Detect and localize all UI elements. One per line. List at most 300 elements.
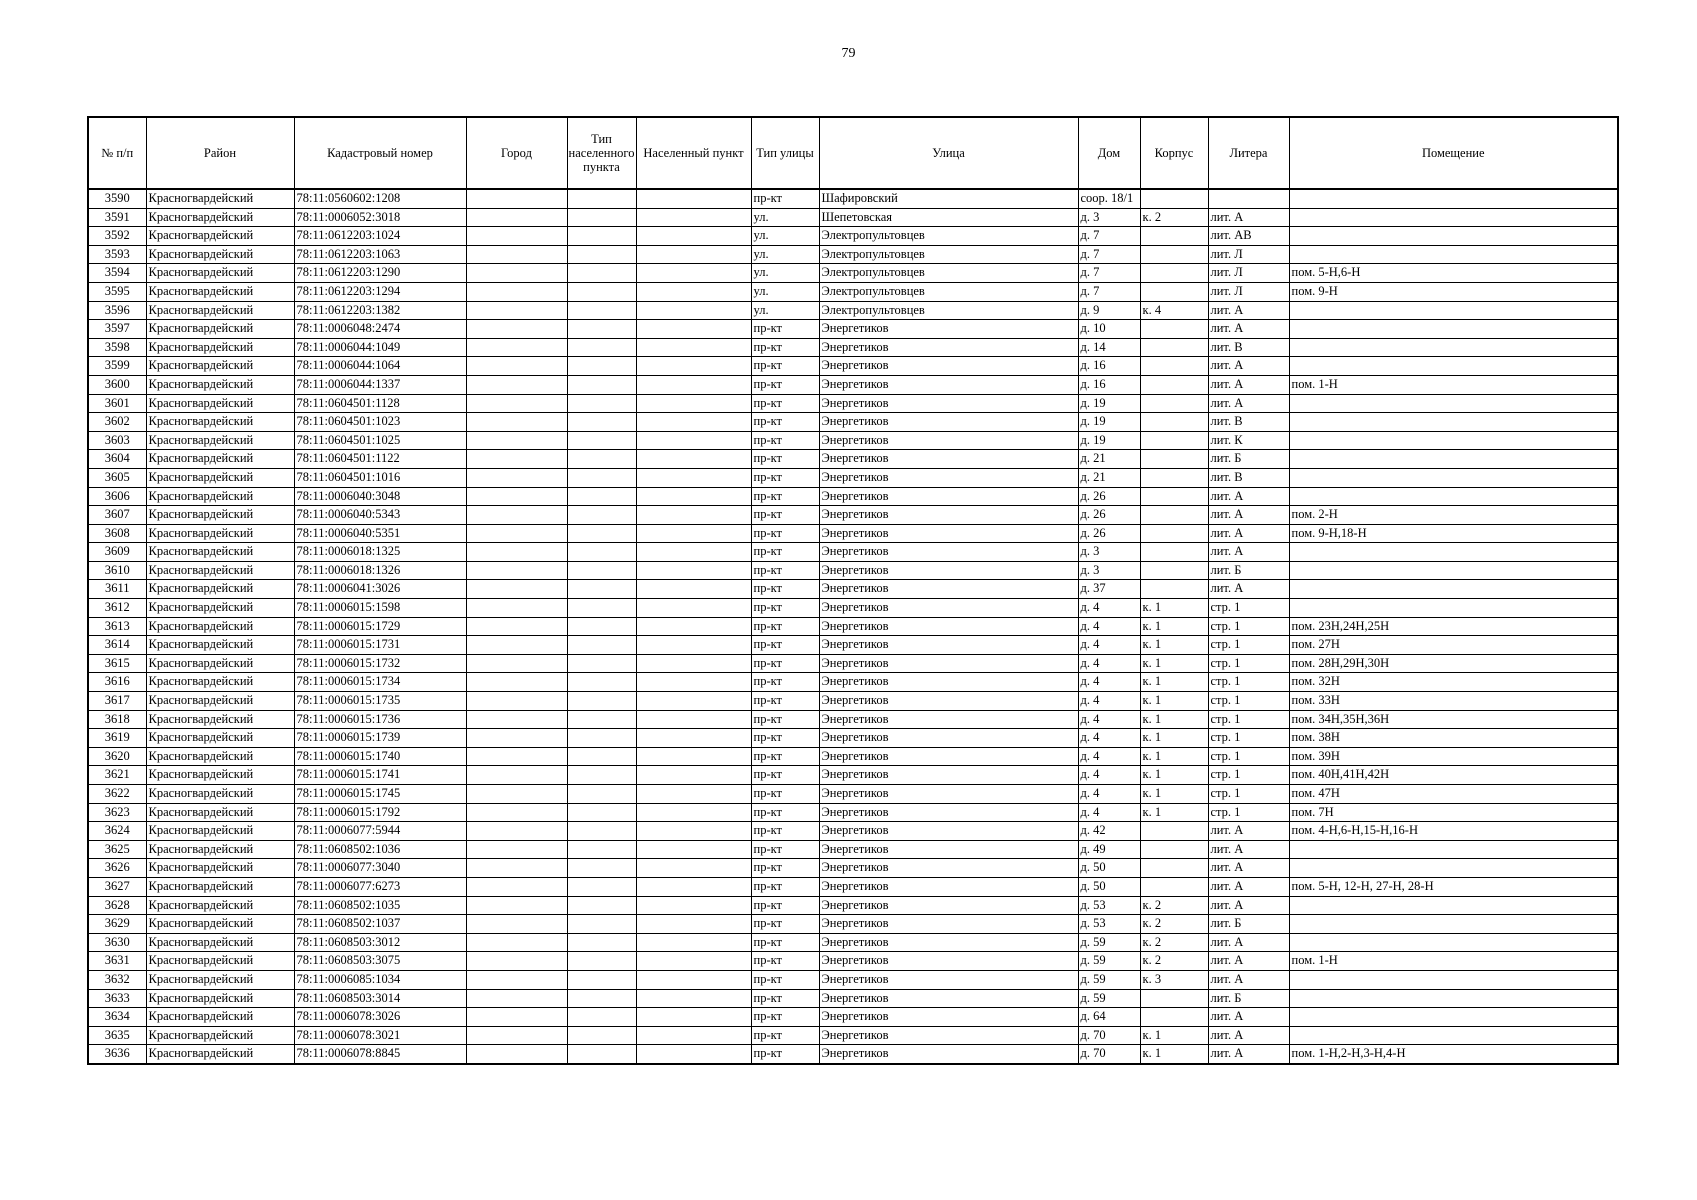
cell-district: Красногвардейский [146,394,294,413]
cell-settlement-type [567,301,636,320]
cell-district: Красногвардейский [146,989,294,1008]
cell-letter: лит. Л [1208,245,1289,264]
header-cell-city: Город [466,117,567,189]
cell-city [466,859,567,878]
cell-settlement-type [567,766,636,785]
cell-building: к. 2 [1140,952,1208,971]
cell-building [1140,338,1208,357]
cell-building: к. 1 [1140,747,1208,766]
cell-district: Красногвардейский [146,357,294,376]
cell-city [466,896,567,915]
cell-number: 3606 [88,487,146,506]
cell-number: 3598 [88,338,146,357]
cell-cadastral-number: 78:11:0006044:1049 [294,338,466,357]
cell-premises [1289,450,1618,469]
table-row [88,617,1618,636]
cell-district: Красногвардейский [146,1045,294,1064]
cell-premises [1289,431,1618,450]
table-row [88,227,1618,246]
cell-district: Красногвардейский [146,747,294,766]
cell-number: 3607 [88,506,146,525]
cell-number: 3611 [88,580,146,599]
cell-street-type: пр-кт [751,1045,819,1064]
cell-premises [1289,394,1618,413]
cell-settlement [636,933,751,952]
cell-house: д. 59 [1078,952,1140,971]
cell-number: 3604 [88,450,146,469]
cell-building: к. 2 [1140,933,1208,952]
cell-house: д. 4 [1078,710,1140,729]
cell-premises [1289,208,1618,227]
cell-building [1140,989,1208,1008]
cell-house: д. 19 [1078,413,1140,432]
cell-city [466,561,567,580]
cell-city [466,636,567,655]
cell-building [1140,877,1208,896]
cell-street-type: пр-кт [751,933,819,952]
cell-building: к. 1 [1140,710,1208,729]
table-row [88,543,1618,562]
cell-number: 3610 [88,561,146,580]
table-row [88,729,1618,748]
cell-cadastral-number: 78:11:0006015:1734 [294,673,466,692]
cell-settlement-type [567,543,636,562]
cell-district: Красногвардейский [146,673,294,692]
cell-building: к. 1 [1140,1045,1208,1064]
cell-district: Красногвардейский [146,282,294,301]
cell-premises: пом. 5-Н, 12-Н, 27-Н, 28-Н [1289,877,1618,896]
cell-cadastral-number: 78:11:0006015:1729 [294,617,466,636]
cell-street: Электропультовцев [819,301,1078,320]
cell-street-type: пр-кт [751,320,819,339]
cell-house: д. 7 [1078,264,1140,283]
cell-city [466,375,567,394]
cell-house: д. 59 [1078,970,1140,989]
cell-cadastral-number: 78:11:0006015:1792 [294,803,466,822]
cell-letter: лит. А [1208,208,1289,227]
cell-number: 3631 [88,952,146,971]
cell-house: д. 4 [1078,692,1140,711]
cell-house: д. 4 [1078,729,1140,748]
cell-street: Энергетиков [819,915,1078,934]
cell-street-type: пр-кт [751,915,819,934]
cell-letter: стр. 1 [1208,785,1289,804]
cell-premises: пом. 2-Н [1289,506,1618,525]
cell-letter: стр. 1 [1208,803,1289,822]
cell-settlement-type [567,431,636,450]
cell-city [466,357,567,376]
cell-district: Красногвардейский [146,877,294,896]
cell-letter: лит. А [1208,859,1289,878]
cell-settlement [636,561,751,580]
cell-number: 3618 [88,710,146,729]
cell-cadastral-number: 78:11:0006078:8845 [294,1045,466,1064]
cell-city [466,933,567,952]
cell-premises [1289,1008,1618,1027]
cell-cadastral-number: 78:11:0006015:1739 [294,729,466,748]
cell-city [466,282,567,301]
cell-premises: пом. 28Н,29Н,30Н [1289,654,1618,673]
cell-house: д. 3 [1078,543,1140,562]
cell-settlement-type [567,189,636,208]
cell-district: Красногвардейский [146,933,294,952]
cell-cadastral-number: 78:11:0006015:1732 [294,654,466,673]
cell-settlement [636,375,751,394]
cell-settlement [636,617,751,636]
cell-cadastral-number: 78:11:0604501:1023 [294,413,466,432]
cell-street-type: пр-кт [751,747,819,766]
cell-cadastral-number: 78:11:0006052:3018 [294,208,466,227]
table-row [88,245,1618,264]
cell-building [1140,487,1208,506]
cell-house: д. 14 [1078,338,1140,357]
cell-house: д. 4 [1078,673,1140,692]
cell-settlement [636,357,751,376]
cell-street-type: пр-кт [751,468,819,487]
cell-street-type: пр-кт [751,766,819,785]
cell-street-type: пр-кт [751,1008,819,1027]
cell-letter: лит. В [1208,468,1289,487]
cell-house: д. 26 [1078,506,1140,525]
cell-settlement [636,543,751,562]
cell-district: Красногвардейский [146,970,294,989]
cell-cadastral-number: 78:11:0006015:1731 [294,636,466,655]
cell-district: Красногвардейский [146,859,294,878]
cell-letter [1208,189,1289,208]
cell-settlement [636,487,751,506]
cell-settlement [636,840,751,859]
cell-building: к. 1 [1140,599,1208,618]
cell-letter: стр. 1 [1208,766,1289,785]
cell-city [466,468,567,487]
cell-letter: лит. А [1208,952,1289,971]
cell-building [1140,468,1208,487]
table-row [88,264,1618,283]
cell-building [1140,543,1208,562]
cell-city [466,599,567,618]
cell-district: Красногвардейский [146,952,294,971]
cell-letter: лит. Л [1208,282,1289,301]
cell-cadastral-number: 78:11:0006040:5351 [294,524,466,543]
cell-district: Красногвардейский [146,189,294,208]
table-row [88,952,1618,971]
cell-settlement-type [567,375,636,394]
cell-settlement-type [567,1008,636,1027]
cell-cadastral-number: 78:11:0006015:1745 [294,785,466,804]
cell-letter: лит. А [1208,896,1289,915]
cell-number: 3603 [88,431,146,450]
cell-cadastral-number: 78:11:0006077:6273 [294,877,466,896]
cell-street: Энергетиков [819,506,1078,525]
cell-number: 3636 [88,1045,146,1064]
cell-settlement-type [567,487,636,506]
cell-number: 3616 [88,673,146,692]
cell-letter: лит. В [1208,338,1289,357]
cell-settlement [636,710,751,729]
cell-number: 3626 [88,859,146,878]
cell-city [466,952,567,971]
cell-cadastral-number: 78:11:0006018:1325 [294,543,466,562]
cell-street: Энергетиков [819,431,1078,450]
cell-street-type: пр-кт [751,543,819,562]
cell-city [466,692,567,711]
cell-cadastral-number: 78:11:0006044:1064 [294,357,466,376]
cell-district: Красногвардейский [146,636,294,655]
cell-settlement-type [567,803,636,822]
cell-street: Энергетиков [819,357,1078,376]
cell-settlement [636,450,751,469]
cell-settlement-type [567,729,636,748]
table-row [88,803,1618,822]
cell-settlement-type [567,599,636,618]
cell-settlement [636,896,751,915]
cell-settlement-type [567,915,636,934]
cell-district: Красногвардейский [146,599,294,618]
cell-building [1140,506,1208,525]
cell-building [1140,245,1208,264]
cell-settlement [636,245,751,264]
cell-premises: пом. 32Н [1289,673,1618,692]
cell-settlement [636,822,751,841]
cell-premises [1289,320,1618,339]
cell-street-type: пр-кт [751,859,819,878]
header-cell-settlement: Населенный пункт [636,117,751,189]
cell-letter: лит. А [1208,840,1289,859]
cell-district: Красногвардейский [146,617,294,636]
cell-premises [1289,468,1618,487]
cell-house: д. 4 [1078,654,1140,673]
cell-house: д. 16 [1078,375,1140,394]
cell-letter: лит. А [1208,524,1289,543]
table-row [88,524,1618,543]
header-cell-street-type: Тип улицы [751,117,819,189]
cell-cadastral-number: 78:11:0560602:1208 [294,189,466,208]
cell-premises [1289,189,1618,208]
table-row [88,970,1618,989]
cell-premises: пом. 23Н,24Н,25Н [1289,617,1618,636]
cell-city [466,320,567,339]
cell-number: 3601 [88,394,146,413]
cell-settlement [636,394,751,413]
cell-district: Красногвардейский [146,1008,294,1027]
cell-street-type: пр-кт [751,636,819,655]
header-cell-premises: Помещение [1289,117,1618,189]
cell-number: 3609 [88,543,146,562]
table-row [88,561,1618,580]
table-row [88,822,1618,841]
cell-premises: пом. 33Н [1289,692,1618,711]
cell-street-type: пр-кт [751,822,819,841]
cell-street-type: пр-кт [751,487,819,506]
cell-letter: лит. Б [1208,915,1289,934]
cell-settlement [636,580,751,599]
cell-district: Красногвардейский [146,468,294,487]
cell-settlement [636,599,751,618]
cell-settlement [636,970,751,989]
cell-house: д. 26 [1078,524,1140,543]
cell-letter: стр. 1 [1208,654,1289,673]
table-row [88,468,1618,487]
cell-street: Энергетиков [819,413,1078,432]
cell-building [1140,524,1208,543]
cell-settlement [636,692,751,711]
cell-city [466,785,567,804]
cell-building [1140,580,1208,599]
cell-street: Энергетиков [819,524,1078,543]
cell-cadastral-number: 78:11:0006048:2474 [294,320,466,339]
table-row [88,896,1618,915]
cell-letter: лит. А [1208,970,1289,989]
cell-street-type: пр-кт [751,506,819,525]
cell-building: к. 1 [1140,673,1208,692]
cell-cadastral-number: 78:11:0604501:1128 [294,394,466,413]
cell-district: Красногвардейский [146,301,294,320]
cell-settlement [636,1045,751,1064]
cell-building [1140,320,1208,339]
table-row [88,357,1618,376]
header-cell-settlement-type: Тип населенного пункта [567,117,636,189]
cell-street: Энергетиков [819,1026,1078,1045]
header-cell-district: Район [146,117,294,189]
cell-district: Красногвардейский [146,320,294,339]
cell-settlement-type [567,580,636,599]
cell-settlement [636,877,751,896]
cell-number: 3596 [88,301,146,320]
table-row [88,785,1618,804]
cell-settlement [636,431,751,450]
cell-city [466,227,567,246]
cell-letter: лит. А [1208,357,1289,376]
cell-settlement-type [567,506,636,525]
header-row [88,117,1618,189]
cell-settlement-type [567,245,636,264]
cell-street-type: пр-кт [751,413,819,432]
cell-house: д. 59 [1078,933,1140,952]
cell-city [466,524,567,543]
cell-street: Энергетиков [819,673,1078,692]
cell-settlement-type [567,282,636,301]
cell-street: Энергетиков [819,692,1078,711]
cell-street-type: пр-кт [751,989,819,1008]
cell-house: д. 59 [1078,989,1140,1008]
cell-settlement-type [567,208,636,227]
cell-settlement-type [567,692,636,711]
cell-letter: лит. А [1208,877,1289,896]
cell-premises [1289,245,1618,264]
cell-district: Красногвардейский [146,431,294,450]
cell-settlement [636,859,751,878]
cell-number: 3595 [88,282,146,301]
cell-house: д. 50 [1078,877,1140,896]
table-row [88,1045,1618,1064]
cell-cadastral-number: 78:11:0612203:1290 [294,264,466,283]
cell-street: Энергетиков [819,840,1078,859]
cell-premises: пом. 34Н,35Н,36Н [1289,710,1618,729]
cell-cadastral-number: 78:11:0006085:1034 [294,970,466,989]
cell-number: 3633 [88,989,146,1008]
cell-building [1140,227,1208,246]
cell-street-type: пр-кт [751,375,819,394]
cell-street: Энергетиков [819,877,1078,896]
cell-cadastral-number: 78:11:0608503:3075 [294,952,466,971]
cell-letter: лит. А [1208,1026,1289,1045]
cell-street: Энергетиков [819,785,1078,804]
cell-number: 3599 [88,357,146,376]
cell-district: Красногвардейский [146,785,294,804]
cell-building: к. 1 [1140,617,1208,636]
table-row [88,320,1618,339]
cell-building: к. 1 [1140,636,1208,655]
cell-house: д. 7 [1078,227,1140,246]
cell-cadastral-number: 78:11:0006015:1598 [294,599,466,618]
cell-number: 3624 [88,822,146,841]
cell-city [466,580,567,599]
cell-city [466,208,567,227]
cell-cadastral-number: 78:11:0608502:1036 [294,840,466,859]
cell-premises: пом. 4-Н,6-Н,15-Н,16-Н [1289,822,1618,841]
header-cell-house: Дом [1078,117,1140,189]
cell-building: к. 1 [1140,729,1208,748]
cell-settlement [636,264,751,283]
cell-settlement [636,208,751,227]
cell-settlement-type [567,413,636,432]
cell-street: Шафировский [819,189,1078,208]
cell-number: 3590 [88,189,146,208]
cell-cadastral-number: 78:11:0006077:5944 [294,822,466,841]
cell-number: 3617 [88,692,146,711]
cell-number: 3608 [88,524,146,543]
cell-settlement-type [567,227,636,246]
cell-house: д. 70 [1078,1026,1140,1045]
cell-house: д. 7 [1078,245,1140,264]
header-cell-cadastral-number: Кадастровый номер [294,117,466,189]
cell-cadastral-number: 78:11:0608503:3014 [294,989,466,1008]
cell-number: 3632 [88,970,146,989]
cell-house: д. 4 [1078,747,1140,766]
table-row [88,877,1618,896]
cell-number: 3602 [88,413,146,432]
cell-house: д. 49 [1078,840,1140,859]
cell-number: 3600 [88,375,146,394]
cell-building: к. 4 [1140,301,1208,320]
cell-letter: стр. 1 [1208,729,1289,748]
cell-building [1140,413,1208,432]
cell-building [1140,450,1208,469]
cell-cadastral-number: 78:11:0006015:1741 [294,766,466,785]
cell-settlement [636,338,751,357]
cell-premises [1289,599,1618,618]
cell-street: Энергетиков [819,599,1078,618]
cell-number: 3612 [88,599,146,618]
cell-number: 3591 [88,208,146,227]
cell-letter: лит. А [1208,375,1289,394]
cell-city [466,506,567,525]
cell-cadastral-number: 78:11:0006040:5343 [294,506,466,525]
cell-settlement [636,785,751,804]
cell-city [466,840,567,859]
cell-premises [1289,896,1618,915]
cell-street: Энергетиков [819,654,1078,673]
cell-street-type: пр-кт [751,431,819,450]
cell-premises: пом. 9-Н [1289,282,1618,301]
table-row [88,673,1618,692]
cell-street-type: ул. [751,208,819,227]
cell-cadastral-number: 78:11:0608502:1035 [294,896,466,915]
table-row [88,636,1618,655]
cell-house: д. 50 [1078,859,1140,878]
cell-street-type: ул. [751,227,819,246]
cell-settlement [636,915,751,934]
